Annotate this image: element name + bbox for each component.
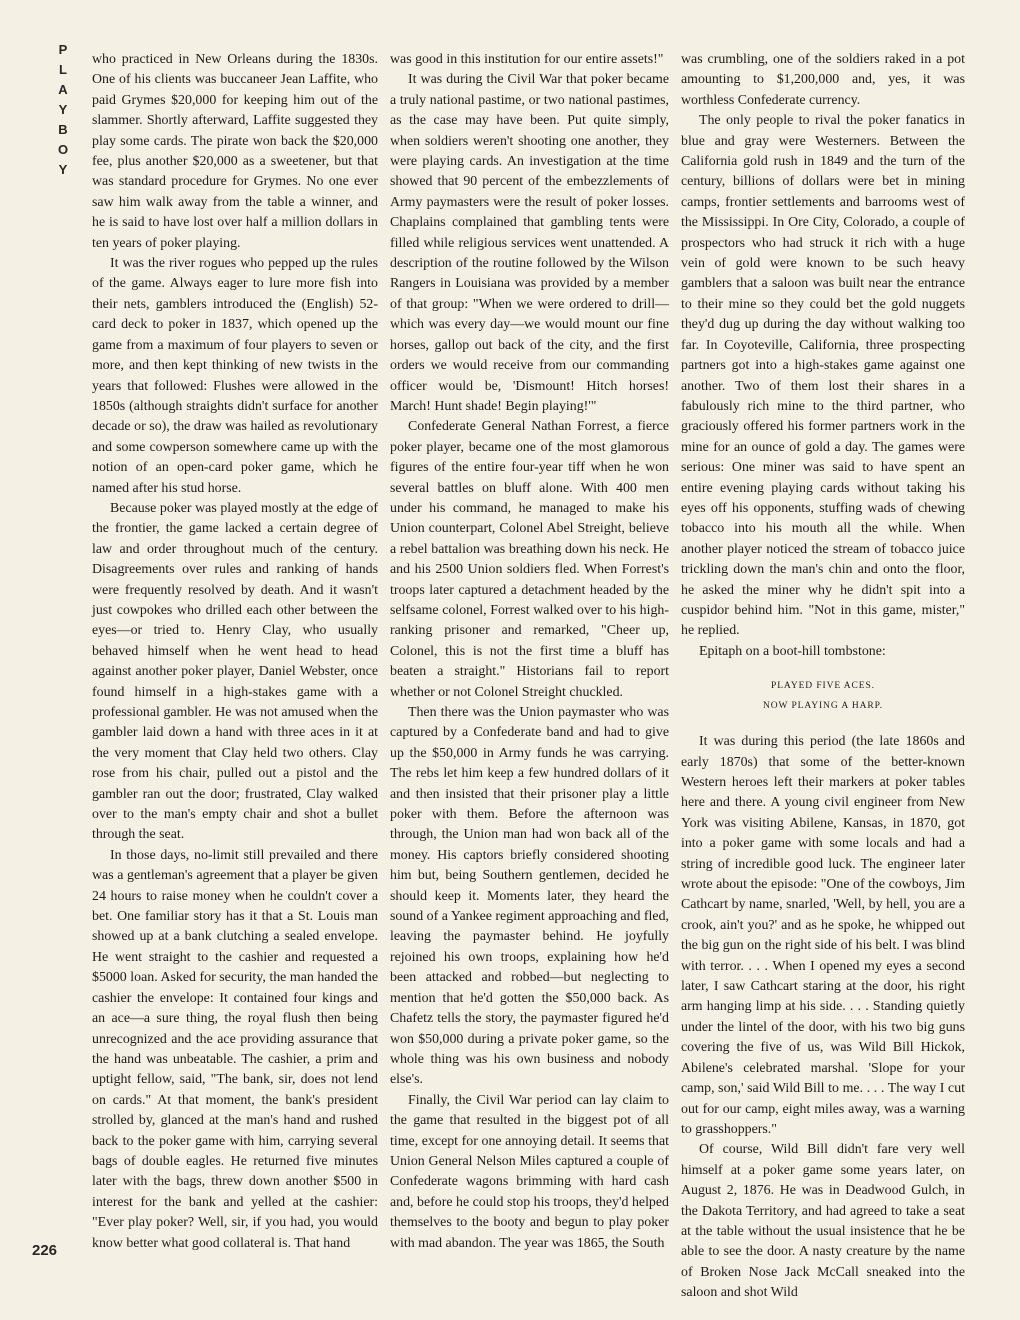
epitaph (681, 676, 965, 716)
magazine-letter: O (57, 142, 69, 157)
paragraph: The only people to rival the poker fanatics in blue and gray were Westerners. Between the California gold rush in 1849 and the turn of the century, billions of dollars were bet in mining camps, frontier settlements and barrooms west of the Mississippi. In Ore City, Colorado, a couple of prospectors who had struck it rich with a huge vein of gold were known to be such heavy gamblers that a saloon was built near the entrance to their mine so they could bet the gold nuggets they'd dug up during the day without walking too far. In Coyoteville, California, three prospecting partners got into a high-stakes game against one another. Two of them lost their shares in a fabulously rich mine to the third partner, who graciously offered his former partners work in the mine for an ounce of gold a day. The games were serious: One miner was said to have spent an entire evening playing cards without taking his eyes off his opponents, stuffing wads of chewing tobacco into his mouth all the while. When another player noticed the stream of tobacco juice trickling down the man's chin and onto the floor, he asked the miner why he didn't spit into a cuspidor behind him. "Not in this game, mister," he replied. (681, 113, 965, 639)
epitaph-line: NOW PLAYING A HARP. (762, 701, 884, 712)
text-column-3 (681, 50, 965, 1301)
paragraph: Of course, Wild Bill didn't fare very well himself at a poker game some years later, on August 2, 1876. He was in Deadwood Gulch, in the Dakota Territory, and had agreed to take a seat at the table without the usual insistence that he be able to see the door. A nasty creature by the name of Broken Nose Jack McCall sneaked into the saloon and shot Wild (681, 1142, 965, 1301)
paragraph: It was during this period (the late 1860s and early 1870s) that some of the better-known Western heroes left their markers at poker tables here and there. A young civil engineer from New York was visiting Abilene, Kansas, in 1870, got into a poker game with some locals and had a string of incredible good luck. The engineer later wrote about the episode: "One of the cowboys, Jim Cathcart by name, snarled, 'Well, by hell, you are a crook, ain't you?' and as he spoke, he whipped out the big gun on the right side of his belt. I was blind with terror. . . . When I opened my eyes a second later, I saw Cathcart staring at the door, his right arm hanging limp at his side. . . . Standing quietly under the lintel of the door, with his two big guns covering the five of us, was Wild Bill Hickok, Abilene's celebrated marshal. 'Slope for your camp, son,' said Wild Bill to me. . . . The way I cut out for our camp, eight miles away, was a warning to grasshoppers." (681, 734, 965, 1137)
paragraph: was good in this institution for our entire assets!" (390, 52, 664, 67)
epitaph-line: PLAYED FIVE ACES. (771, 681, 875, 692)
paragraph: who practiced in New Orleans during the 1830s. One of his clients was buccaneer Jean Laffite, who paid Grymes $20,000 for keeping him out of the slammer. Shortly afterward, Laffite suggested they play some cards. The pirate won back the $20,000 fee, plus another $20,000 as a sweetener, but that was standard procedure for Grymes. No one ever saw him walk away from the table a winner, and he is said to have lost over half a million dollars in ten years of poker playing. (92, 52, 378, 251)
paragraph: Finally, the Civil War period can lay claim to the game that resulted in the biggest pot of all time, except for one annoying detail. It seems that Union General Nelson Miles captured a couple of Confederate wagons brimming with hard cash and, before he could stop his troops, they'd helped themselves to the booty and begun to play poker with mad abandon. The year was 1865, the South (390, 1092, 669, 1251)
paragraph: It was the river rogues who pepped up the rules of the game. Always eager to lure more fish into their nets, gamblers introduced the (English) 52-card deck to poker in 1837, which opened up the game from a maximum of four players to seven or more, and then kept thinking of new twists in the years that followed: Flushes were allowed in the 1850s (although straights didn't surface for another decade or so), the draw was hailed as revolutionary and some cowperson somewhere came up with the notion of an open-card poker game, which he named after his stud horse. (92, 256, 378, 496)
text-column-1 (92, 50, 378, 1280)
magazine-letter: L (59, 62, 67, 77)
paragraph: was crumbling, one of the soldiers raked in a pot amounting to $1,200,000 and, yes, it was worthless Confederate currency. (681, 52, 965, 108)
paragraph: Then there was the Union paymaster who was captured by a Confederate band and had to give up the $50,000 in Army funds he was carrying. The rebs let him keep a few hundred dollars of it and then insisted that their prisoner play a little poker with them. Before the afternoon was through, the Union man had won back all of the money. His captors briefly considered shooting him but, being Southern gentlemen, decided he should keep it. Moments later, they heard the sound of a Yankee regiment approaching and fled, leaving the paymaster behind. He joyfully rejoined his own troops, explaining how he'd been attacked and robbed—but neglecting to mention that he'd gotten the $50,000 back. As Chafetz tells the story, the paymaster figured he'd won $50,000 during a private poker game, so the whole thing was his own business and nobody else's. (390, 705, 669, 1088)
magazine-letter: A (58, 82, 68, 97)
magazine-letter: Y (58, 162, 68, 177)
epitaph-intro: Epitaph on a boot-hill tombstone: (699, 643, 886, 659)
magazine-letter: B (58, 122, 68, 137)
text-column-2 (390, 50, 669, 1280)
paragraph: In those days, no-limit still prevailed and there was a gentleman's agreement that a player be given 24 hours to raise money when he couldn't cover a bet. One familiar story has it that a St. Louis man showed up at a bank clutching a sealed envelope. He went straight to the cashier and requested a $5000 loan. Asked for security, the man handed the cashier the envelope: It contained four kings and an ace—a sure thing, the royal flush then being unrecognized and the ace providing assurance that the hand was unbeatable. The cashier, a prim and uptight fellow, said, "The bank, sir, does not lend on cards." At that moment, the bank's president strolled by, glanced at the man's hand and rushed back to the poker game with him, carrying several bags of double eagles. He returned five minutes later with the bags, threw down another $500 in interest for the bank and yelled at the cashier: "Ever play poker? Well, sir, if you had, you would know better what good collateral is. That hand (92, 847, 378, 1251)
magazine-letter: Y (58, 102, 68, 117)
page-number: 226 (32, 1242, 58, 1259)
paragraph: Because poker was played mostly at the edge of the frontier, the game lacked a certain degree of law and order throughout much of the century. Disagreements over rules and ranking of hands were frequently resolved by death. And it wasn't just cowpokes who drilled each other between the eyes—or tried to. Henry Clay, who usually behaved himself when he went head to head against another poker player, Daniel Webster, once found himself in a high-stakes game with a professional gambler. He was not amused when the gambler laid down a hand with three aces in it at the very moment that Clay held two others. Clay rose from his chair, pulled out a pistol and the gambler ran out the door; frustrated, Clay walked over to the man's empty chair and shot a bullet through the seat. (92, 500, 378, 843)
magazine-name-vertical (55, 40, 71, 180)
paragraph: It was during the Civil War that poker became a truly national pastime, or two national pastimes, as the case may have been. Put quite simply, when soldiers weren't shooting one another, they were playing cards. An investigation at the time showed that 90 percent of the embezzlements of Army paymasters were the result of poker losses. Chaplains complained that gambling tents were filled while religious services went unattended. A description of the routine followed by the Wilson Rangers in Louisiana was provided by a member of that group: "When we were ordered to drill—which was every day—we would mount our fine horses, gallop out back of the city, and the first orders we would receive from our commanding officer would be, 'Dismount! Hitch horses! March! Hunt shade! Begin playing!'" (390, 72, 669, 414)
magazine-letter: P (58, 42, 68, 57)
paragraph: Confederate General Nathan Forrest, a fierce poker player, became one of the most glamorous figures of the entire four-year tiff when he won several battles on bluff alone. With 400 men under his command, he managed to make his Union counterpart, Colonel Abel Streight, believe a rebel battalion was breathing down his neck. He and his 2500 Union soldiers fled. When Forrest's troops later captured a detachment headed by the selfsame colonel, Forrest walked over to his high-ranking prisoner and remarked, "Cheer up, Colonel, this is not the first time a bluff has beaten a straight." Historians fail to report whether or not Colonel Streight chuckled. (390, 419, 669, 700)
